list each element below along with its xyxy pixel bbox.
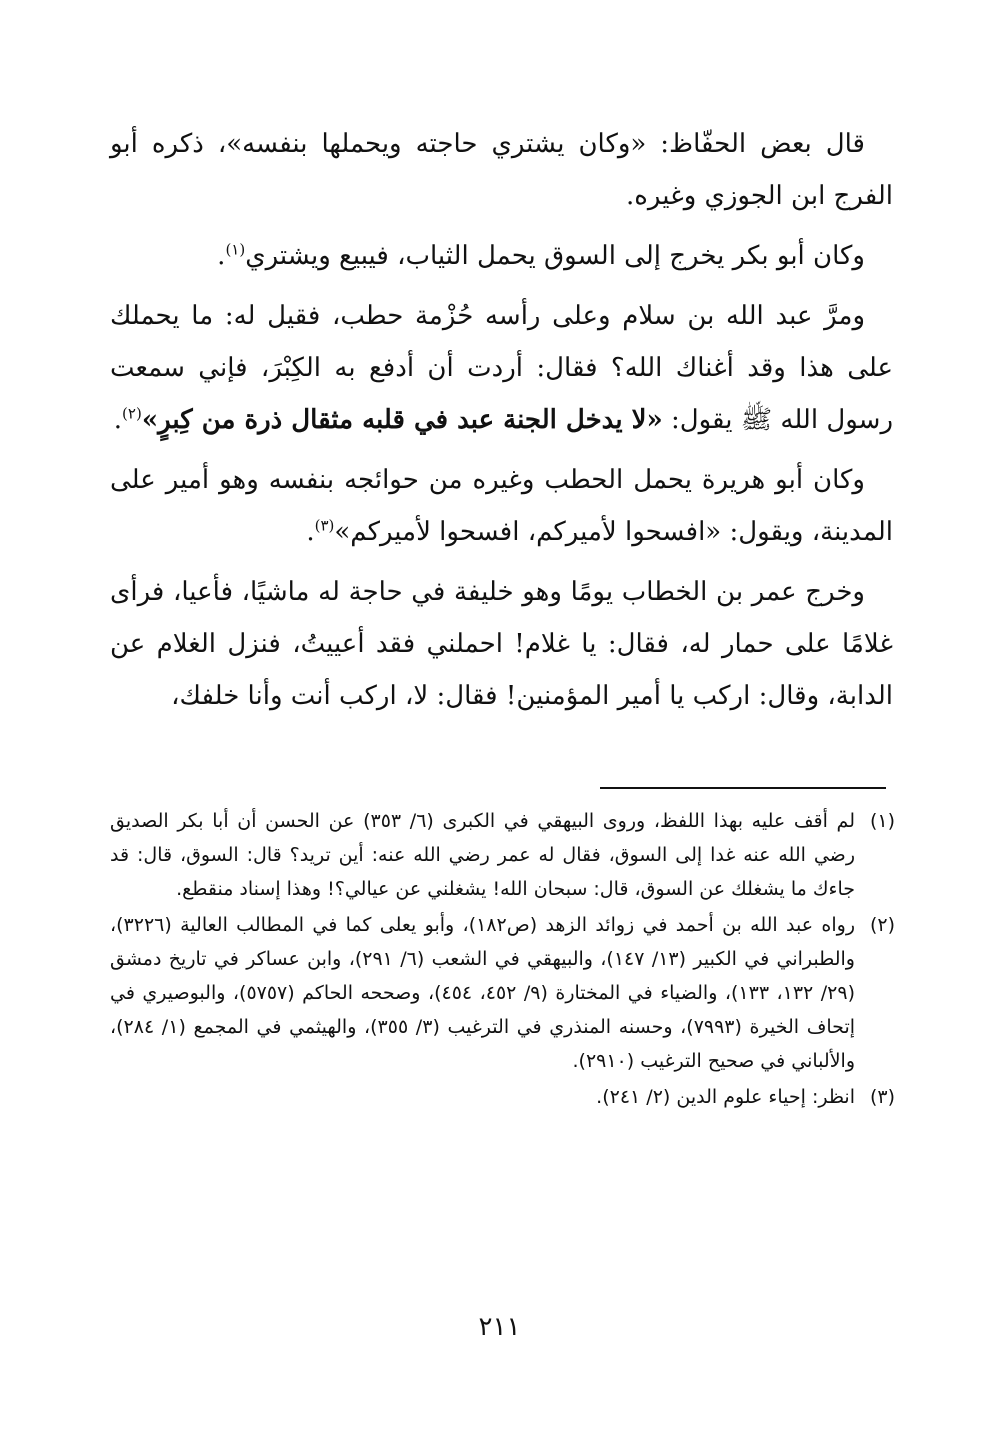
footnotes-section [110, 804, 895, 1116]
footnote-number: (٣) [869, 1086, 895, 1108]
paragraph-4-end: . [306, 517, 315, 547]
footnote-text: رواه عبد الله بن أحمد في زوائد الزهد (ص١٨٢)، وأبو يعلى كما في المطالب العالية (٣٢٢٦)، والطبراني في الكبير (١٣/ ١٤٧)، والبيهقي في الشعب (٦/ ٢٩١)، وابن عساكر في تاريخ دمشق (٢٩/ ١٣٢، ١٣٣)، والضياء في المختارة (٩/ ٤٥٢، ٤٥٤)، وصححه الحاكم (٥٧٥٧)، والبوصيري في إتحاف الخيرة (٧٩٩٣)، وحسنه المنذري في الترغيب (٣/ ٣٥٥)، والهيثمي في المجمع (١/ ٢٨٤)، والألباني في صحيح الترغيب (٢٩١٠). [110, 914, 856, 1072]
paragraph-2-end: . [217, 241, 226, 271]
footnote-ref-1: (١) [225, 240, 246, 259]
paragraph-2 [110, 230, 893, 282]
hadith-quote: «لا يدخل الجنة عبد في قلبه مثقال ذرة من كِبرٍ» [141, 405, 663, 435]
footnote-text: انظر: إحياء علوم الدين (٢/ ٢٤١). [596, 1086, 855, 1108]
paragraph-2-text: وكان أبو بكر يخرج إلى السوق يحمل الثياب، فيبيع ويشتري [245, 241, 865, 271]
footnote-separator [600, 787, 886, 789]
main-text-body [110, 118, 893, 730]
paragraph-3 [110, 290, 893, 446]
paragraph-5: وخرج عمر بن الخطاب يومًا وهو خليفة في حاجة له ماشيًا، فأعيا، فرأى غلامًا على حمار له، فقال: يا غلام! احملني فقد أعييتُ، فنزل الغلام عن الدابة، وقال: اركب يا أمير المؤمنين! فقال: لا، اركب أنت وأنا خلفك، [110, 577, 893, 711]
footnote-number: (٢) [869, 914, 895, 936]
paragraph-4-text: وكان أبو هريرة يحمل الحطب وغيره من حوائجه بنفسه وهو أمير على المدينة، ويقول: «افسحوا لأميركم، افسحوا لأميركم» [110, 465, 893, 547]
footnote-number: (١) [869, 810, 895, 832]
footnote-text: لم أقف عليه بهذا اللفظ، وروى البيهقي في الكبرى (٦/ ٣٥٣) عن الحسن أن أبا بكر الصديق رضي الله عنه غدا إلى السوق، فقال له عمر رضي الله عنه: أين تريد؟ قال: السوق، قال: قد جاءك ما يشغلك عن السوق، قال: سبحان الله! يشغلني عن عيالي؟! وهذا إسناد منقطع. [110, 810, 855, 900]
footnote-2 [110, 908, 895, 1078]
footnote-1 [110, 804, 895, 906]
footnote-ref-2: (٢) [122, 404, 142, 423]
paragraph-1: قال بعض الحفّاظ: «وكان يشتري حاجته ويحملها بنفسه»، ذكره أبو الفرج ابن الجوزي وغيره. [110, 129, 893, 211]
footnote-3 [110, 1080, 895, 1114]
paragraph-4 [110, 454, 893, 558]
footnote-ref-3: (٣) [314, 516, 335, 535]
page-number: ٢١١ [478, 1312, 521, 1342]
paragraph-3-end: . [113, 405, 123, 435]
paragraph-3-text: ومرَّ عبد الله بن سلام وعلى رأسه حُزْمة حطب، فقيل له: ما يحملك على هذا وقد أغناك الله؟ فقال: أردت أن أدفع به الكِبْرَ، فإني سمعت رسول الله ﷺ يقول: [110, 301, 893, 435]
